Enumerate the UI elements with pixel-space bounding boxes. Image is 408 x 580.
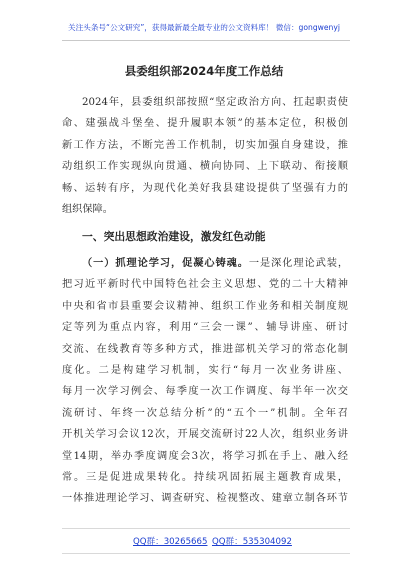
body-line: 定等列为重点内容，利用“三会一课”、辅导讲座、研讨	[62, 322, 348, 334]
intro-line: 畅、运转有序，为现代化美好我县建设提供了坚强有力的	[62, 182, 348, 194]
intro-line: 动组织工作实现纵向贯通、横向协同、上下联动、衔接顺	[62, 161, 348, 173]
sub1-title: （一）抓理论学习，促凝心铸魂。	[82, 258, 249, 269]
body-line: 把习近平新时代中国特色社会主义思想、党的二十大精神	[62, 279, 348, 291]
intro-line: 组织保障。	[62, 204, 113, 216]
intro-line: 2024年，县委组织部按照“坚定政治方向、扛起职责使	[82, 97, 348, 108]
sub1-first-line	[62, 253, 348, 274]
body-line: 流研讨、年终一次总结分析”的“五个一”机制。全年召	[62, 407, 348, 419]
section-heading: 一、突出思想政治建设，激发红色动能	[82, 230, 266, 243]
sub1-first-line-rest: 一是深化理论武装，	[248, 258, 349, 269]
body-line: 交流、在线教育等多种方式，推进部机关学习的常态化制	[62, 343, 348, 355]
promo-banner[interactable]: 关注头条号“公文研究”，获得最新最全最专业的公文资料库！ 微信：gongwenyj	[68, 23, 340, 32]
header-divider	[62, 40, 350, 41]
qq-group-link-2[interactable]: QQ群：535304092	[212, 537, 292, 547]
body-line: 堂14期，举办季度调度会3次，将学习抓在手上、融入经	[62, 450, 348, 462]
intro-line: 命、建强战斗堡垒、提升履职本领”的基本定位，积极创	[62, 118, 348, 130]
document-title: 县委组织部2024年度工作总结	[124, 64, 284, 78]
body-line: 开机关学习会议12次，开展交流研讨22人次，组织业务讲	[62, 429, 348, 441]
body-line: 中央和省市县重要会议精神、组织工作业务和相关制度规	[62, 300, 348, 312]
body-line: 每月一次学习例会、每季度一次工作调度、每半年一次交	[62, 386, 348, 398]
body-line: 一体推进理论学习、调查研究、检视整改、建章立制各环节	[62, 493, 348, 505]
intro-paragraph	[62, 92, 348, 220]
section1-paragraph	[62, 253, 348, 510]
body-line: 常。三是促进成果转化。持续巩固拓展主题教育成果，	[62, 472, 348, 484]
intro-line: 新工作方法，不断完善工作机制，切实加强自身建设，推	[62, 139, 348, 151]
qq-group-link-1[interactable]: QQ群：30265665	[133, 537, 208, 547]
body-line: 度化。二是构建学习机制，实行“每月一次业务讲座、	[62, 365, 348, 377]
